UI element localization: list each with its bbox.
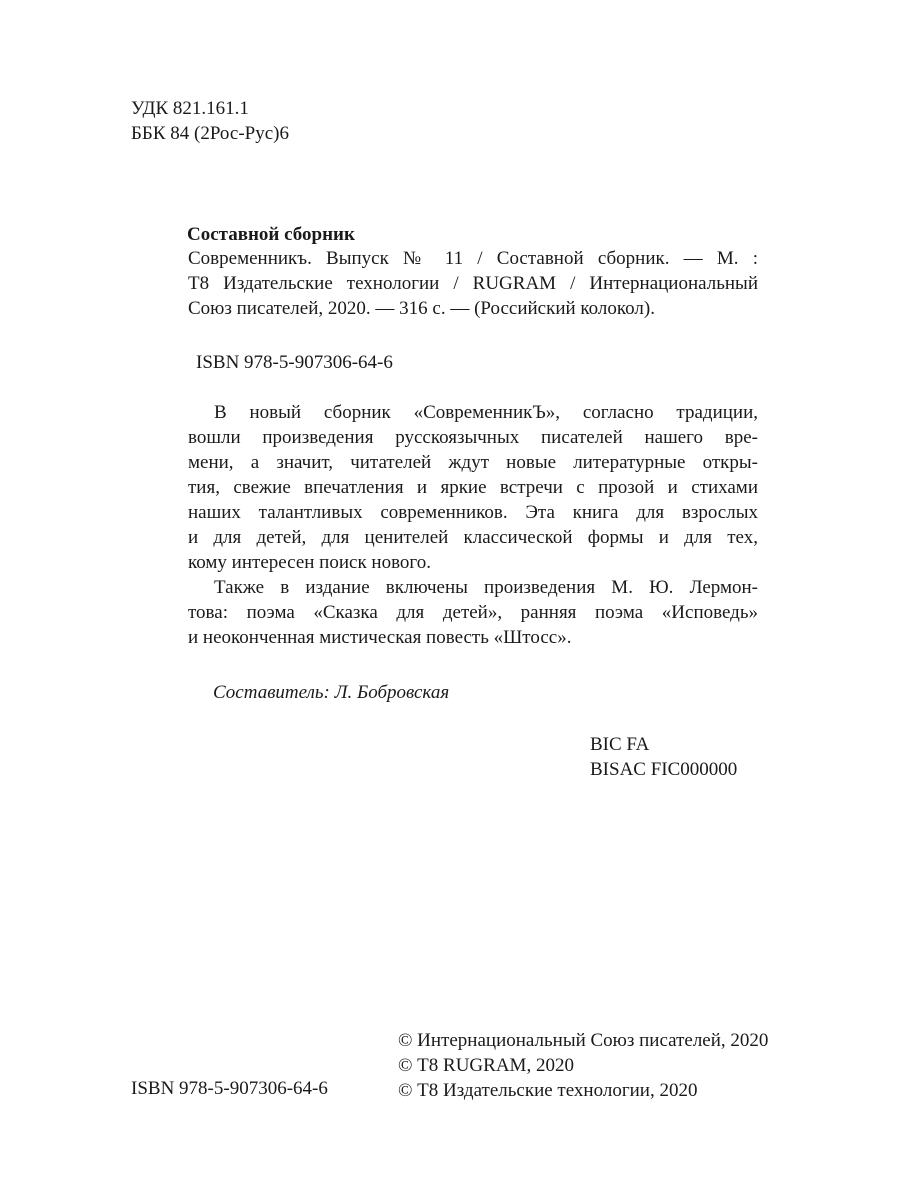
bib-line: Союз писателей, 2020. — 316 с. — (Российский колокол).: [188, 298, 655, 319]
bic-code: BIC FA: [590, 734, 650, 755]
annotation-line: наших талантливых современников. Эта книга для взрослых: [188, 502, 758, 523]
bisac-code: BISAC FIC000000: [590, 759, 738, 780]
subject-codes: [590, 732, 737, 782]
bibliographic-heading: Составной сборник: [187, 224, 355, 245]
copyright-line: © Т8 RUGRAM, 2020: [398, 1055, 574, 1076]
annotation-line: тия, свежие впечатления и яркие встречи с прозой и стихами: [188, 477, 758, 498]
compiler-credit: Составитель: Л. Бобровская: [213, 682, 450, 703]
annotation-line: мени, а значит, читателей ждут новые литературные откры-: [188, 452, 758, 473]
isbn-main: ISBN 978-5-907306-64-6: [196, 352, 393, 373]
annotation: [188, 400, 758, 650]
bib-line: Т8 Издательские технологии / RUGRAM / Интернациональный: [188, 273, 758, 294]
bibliographic-description: [188, 246, 758, 321]
bib-line: Современникъ. Выпуск № 11 / Составной сборник. — М. :: [188, 248, 758, 269]
annotation-line: В новый сборник «СовременникЪ», согласно традиции,: [214, 402, 758, 423]
annotation-line: това: поэма «Сказка для детей», ранняя поэма «Исповедь»: [188, 602, 758, 623]
copyright-line: © Т8 Издательские технологии, 2020: [398, 1080, 698, 1101]
isbn-footer: ISBN 978-5-907306-64-6: [131, 1078, 328, 1099]
annotation-line: вошли произведения русскоязычных писателей нашего вре-: [188, 427, 758, 448]
annotation-line: и для детей, для ценителей классической формы и для тех,: [188, 527, 758, 548]
bbk-code: ББК 84 (2Рос-Рус)6: [131, 123, 289, 144]
copyright-block: [398, 1028, 768, 1103]
annotation-line: и неоконченная мистическая повесть «Штосс».: [188, 627, 572, 648]
copyright-line: © Интернациональный Союз писателей, 2020: [398, 1030, 769, 1051]
annotation-line: Также в издание включены произведения М. Ю. Лермон-: [214, 577, 758, 598]
annotation-line: кому интересен поиск нового.: [188, 552, 432, 573]
udk-code: УДК 821.161.1: [131, 98, 249, 119]
classification-block: [131, 96, 289, 146]
